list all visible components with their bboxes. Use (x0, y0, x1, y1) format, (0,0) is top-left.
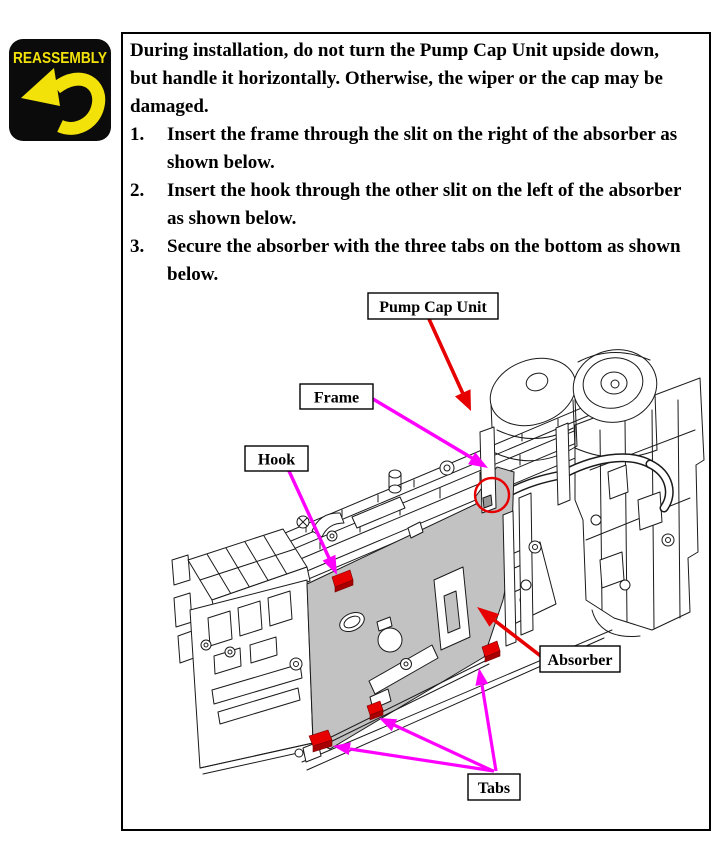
label-pump-cap-unit (368, 293, 498, 319)
paragraph-line: but handle it horizontally. Otherwise, the wiper or the cap may be (130, 68, 663, 89)
label-text: Tabs (477, 780, 511, 797)
instruction-paragraph (130, 37, 707, 121)
label-text: Pump Cap Unit (379, 299, 487, 316)
arrow-tabs-right (475, 668, 496, 771)
badge-label: REASSEMBLY (13, 50, 108, 67)
step-line: shown below. (167, 152, 275, 173)
instruction-step (130, 121, 707, 177)
paragraph-line: damaged. (130, 96, 209, 117)
arrow-pump-cap-unit (429, 319, 471, 411)
step-line: as shown below. (167, 208, 297, 229)
instruction-step (130, 177, 707, 233)
reassembly-badge (8, 38, 112, 142)
machine-line-art (172, 342, 704, 774)
step-line: below. (167, 264, 219, 285)
left-unit (172, 529, 316, 774)
step-number: 3. (130, 236, 145, 257)
step-text (167, 121, 707, 177)
pump-cap-unit-diagram (121, 250, 711, 831)
arrow-tabs-left (333, 742, 494, 771)
step-number: 2. (130, 180, 145, 201)
label-absorber (540, 646, 620, 672)
step-text (167, 177, 707, 233)
label-frame (300, 384, 373, 409)
label-tabs (468, 774, 520, 800)
label-text: Absorber (547, 652, 613, 669)
step-line: Insert the hook through the other slit on the left of the absorber (167, 180, 682, 201)
label-text: Hook (257, 451, 296, 469)
paragraph-line: During installation, do not turn the Pump Cap Unit upside down, (130, 40, 659, 61)
label-text: Frame (313, 389, 360, 407)
label-hook (245, 446, 308, 471)
frame-strip (480, 427, 496, 513)
step-line: Secure the absorber with the three tabs on the bottom as shown (167, 236, 681, 257)
step-number: 1. (130, 124, 145, 145)
keyhole-cutout (378, 628, 402, 652)
step-line: Insert the frame through the slit on the right of the absorber as (167, 124, 678, 145)
